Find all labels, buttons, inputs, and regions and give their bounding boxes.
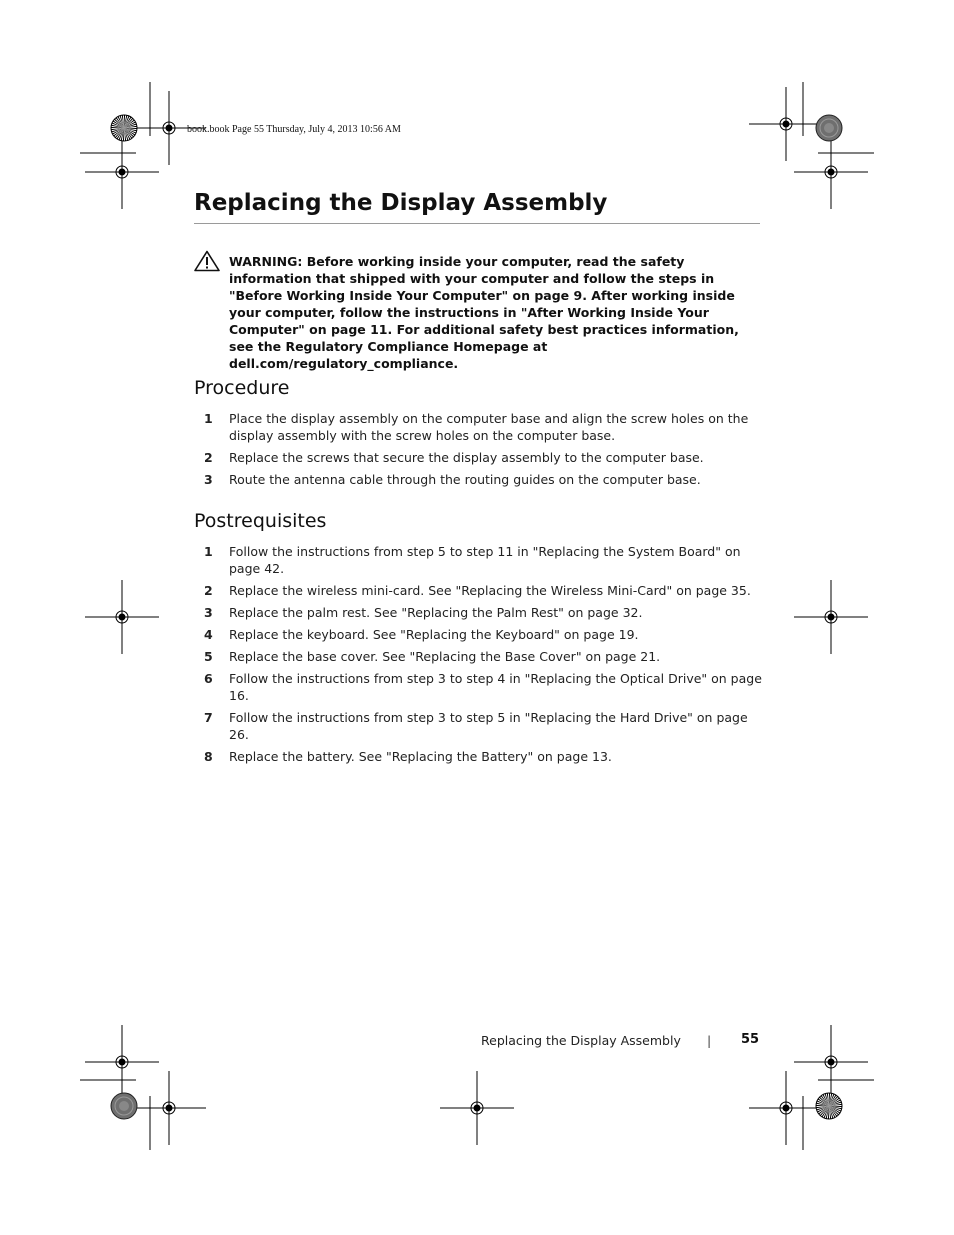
step-number: 3 — [204, 472, 213, 487]
step-number: 5 — [204, 649, 213, 664]
step-number: 7 — [204, 710, 213, 725]
list-item — [204, 604, 764, 621]
step-text: Follow the instructions from step 3 to step 5 in "Replacing the Hard Drive" on page 26. — [229, 710, 748, 742]
procedure-steps — [204, 410, 764, 493]
page-title: Replacing the Display Assembly — [194, 190, 608, 216]
step-number: 4 — [204, 627, 213, 642]
step-number: 3 — [204, 605, 213, 620]
list-item — [204, 471, 764, 488]
postrequisites-heading: Postrequisites — [194, 510, 327, 532]
page-number: 55 — [741, 1032, 760, 1047]
registration-mark-icon — [794, 1025, 868, 1099]
list-item — [204, 449, 764, 466]
registration-mark-icon — [749, 87, 823, 161]
registration-mark-icon — [132, 1071, 206, 1145]
registration-mark-icon — [85, 135, 159, 209]
list-item — [204, 748, 764, 765]
list-item — [204, 648, 764, 665]
print-slug: book.book Page 55 Thursday, July 4, 2013 10:56 AM — [187, 124, 401, 135]
starburst-target-icon — [111, 115, 137, 141]
step-text: Replace the base cover. See "Replacing the Base Cover" on page 21. — [229, 649, 661, 664]
step-text: Replace the wireless mini-card. See "Replacing the Wireless Mini-Card" on page 35. — [229, 583, 751, 598]
list-item — [204, 410, 764, 444]
step-text: Replace the screws that secure the display assembly to the computer base. — [229, 450, 704, 465]
postrequisites-steps — [204, 543, 764, 770]
warning-text: WARNING: Before working inside your computer, read the safety information that shipped with your computer and follow the steps in "Before Working Inside Your Computer" on page 9. After working inside your computer, follow the instructions in "After Working Inside Your Computer" on page 11. For additional safety best practices information, see the Regulatory Compliance Homepage at dell.com/regulatory_compliance. — [229, 254, 739, 371]
list-item — [204, 709, 764, 743]
registration-mark-icon — [749, 1071, 823, 1145]
warning-triangle-icon — [194, 250, 220, 272]
footer-section-title: Replacing the Display Assembly — [481, 1033, 681, 1048]
procedure-heading: Procedure — [194, 377, 290, 399]
step-number: 2 — [204, 450, 213, 465]
list-item — [204, 582, 764, 599]
step-text: Follow the instructions from step 5 to step 11 in "Replacing the System Board" on page 42. — [229, 544, 741, 576]
step-text: Follow the instructions from step 3 to step 4 in "Replacing the Optical Drive" on page 16. — [229, 671, 762, 703]
title-rule — [194, 223, 760, 224]
list-item — [204, 670, 764, 704]
registration-mark-icon — [794, 135, 868, 209]
list-item — [204, 543, 764, 577]
step-number: 2 — [204, 583, 213, 598]
starburst-target-icon — [816, 1093, 842, 1119]
step-number: 1 — [204, 411, 213, 426]
registration-mark-icon — [440, 1071, 514, 1145]
registration-mark-icon — [85, 580, 159, 654]
gray-target-icon — [111, 1093, 137, 1119]
footer-separator: | — [707, 1033, 712, 1048]
gray-target-icon — [816, 115, 842, 141]
step-number: 1 — [204, 544, 213, 559]
step-text: Route the antenna cable through the routing guides on the computer base. — [229, 472, 701, 487]
step-number: 8 — [204, 749, 213, 764]
registration-mark-icon — [794, 580, 868, 654]
step-text: Replace the keyboard. See "Replacing the Keyboard" on page 19. — [229, 627, 639, 642]
step-number: 6 — [204, 671, 213, 686]
step-text: Replace the palm rest. See "Replacing the Palm Rest" on page 32. — [229, 605, 643, 620]
registration-mark-icon — [85, 1025, 159, 1099]
step-text: Replace the battery. See "Replacing the Battery" on page 13. — [229, 749, 612, 764]
list-item — [204, 626, 764, 643]
step-text: Place the display assembly on the computer base and align the screw holes on the display assembly with the screw holes on the computer base. — [229, 411, 749, 443]
